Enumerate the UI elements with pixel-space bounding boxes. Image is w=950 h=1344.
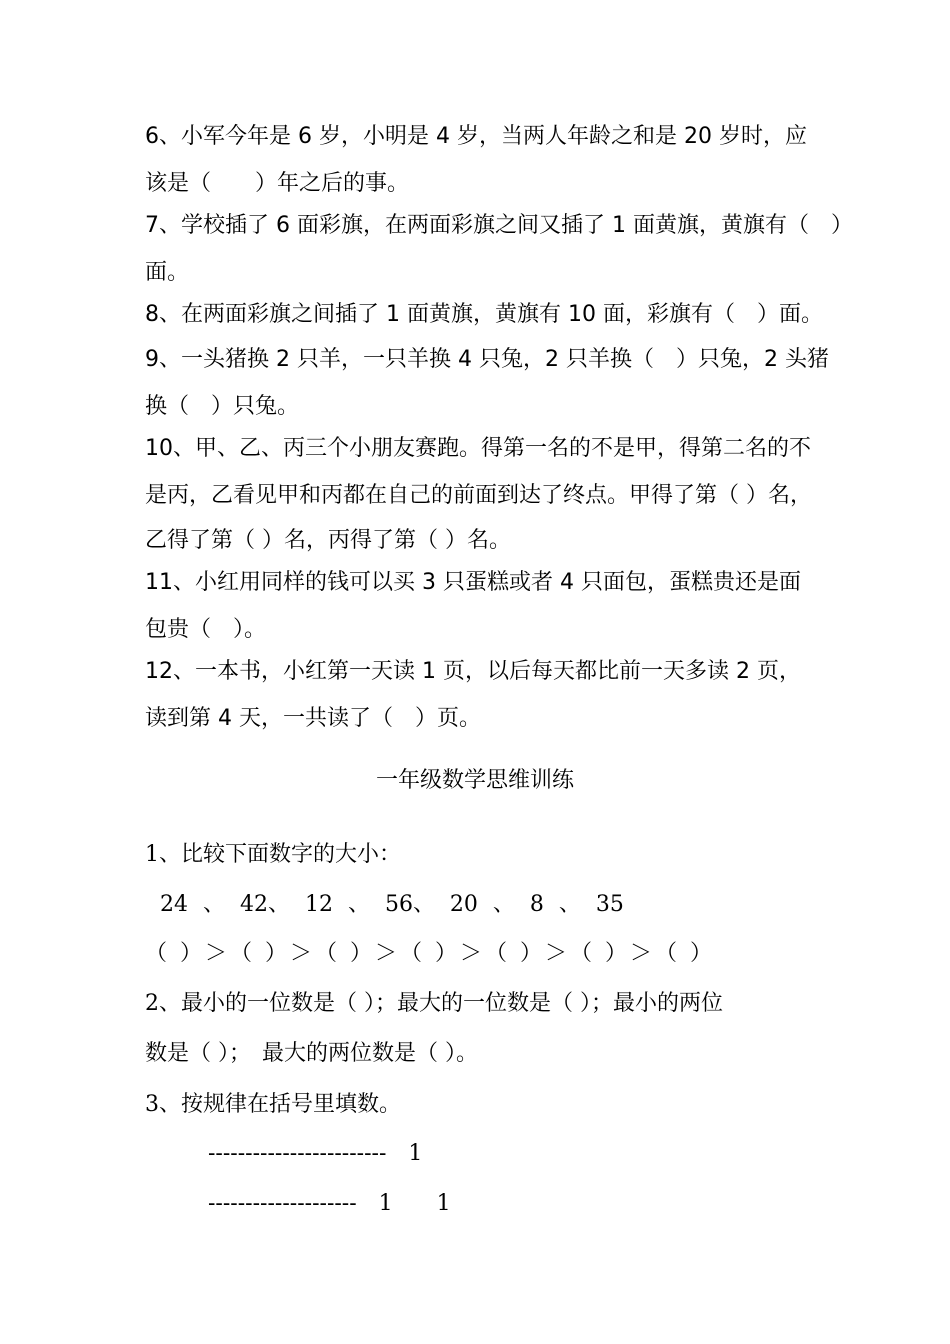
q1-line1: 1、比较下面数字的大小： [145, 842, 401, 867]
q9-line2: 换（ ）只兔。 [145, 394, 300, 419]
q3-row2: -------------------- 1 1 [208, 1191, 451, 1216]
q10-line2: 是丙，乙看见甲和丙都在自己的前面到达了终点。甲得了第（ ）名， [145, 483, 812, 508]
q8-line1: 8、在两面彩旗之间插了 1 面黄旗，黄旗有 10 面，彩旗有（ ）面。 [145, 302, 823, 327]
q10-line3: 乙得了第（ ）名，丙得了第（ ）名。 [145, 528, 511, 553]
q1-compare: （ ）＞（ ）＞（ ）＞（ ）＞（ ）＞（ ）＞（ ） [145, 941, 715, 966]
q6-line1: 6、小军今年是 6 岁，小明是 4 岁，当两人年龄之和是 20 岁时，应 [145, 124, 807, 149]
q2-line1: 2、最小的一位数是（ ）；最大的一位数是（ ）；最小的两位 [145, 991, 723, 1016]
q3-row1: ------------------------ 1 [208, 1141, 423, 1166]
q12-line1: 12、一本书，小红第一天读 1 页，以后每天都比前一天多读 2 页， [145, 659, 801, 684]
q11-line1: 11、小红用同样的钱可以买 3 只蛋糕或者 4 只面包，蛋糕贵还是面 [145, 570, 801, 595]
q10-line1: 10、甲、乙、丙三个小朋友赛跑。得第一名的不是甲，得第二名的不 [145, 436, 811, 461]
q3-line1: 3、按规律在括号里填数。 [145, 1092, 401, 1117]
q9-line1: 9、一头猪换 2 只羊，一只羊换 4 只兔，2 只羊换（ ）只兔，2 头猪 [145, 347, 829, 372]
q1-numbers: 24 、 42、 12 、 56、 20 、 8 、 35 [160, 892, 624, 917]
q2-line2: 数是（ ）； 最大的两位数是（ ）。 [145, 1041, 478, 1066]
q7-line2: 面。 [145, 260, 190, 285]
q7-line1: 7、学校插了 6 面彩旗，在两面彩旗之间又插了 1 面黄旗，黄旗有（ ） [145, 213, 853, 238]
q6-line2: 该是（ ）年之后的事。 [145, 171, 410, 196]
q12-line2: 读到第 4 天，一共读了（ ）页。 [145, 706, 481, 731]
q11-line2: 包贵（ ）。 [145, 617, 267, 642]
section-title: 一年级数学思维训练 [375, 768, 574, 793]
